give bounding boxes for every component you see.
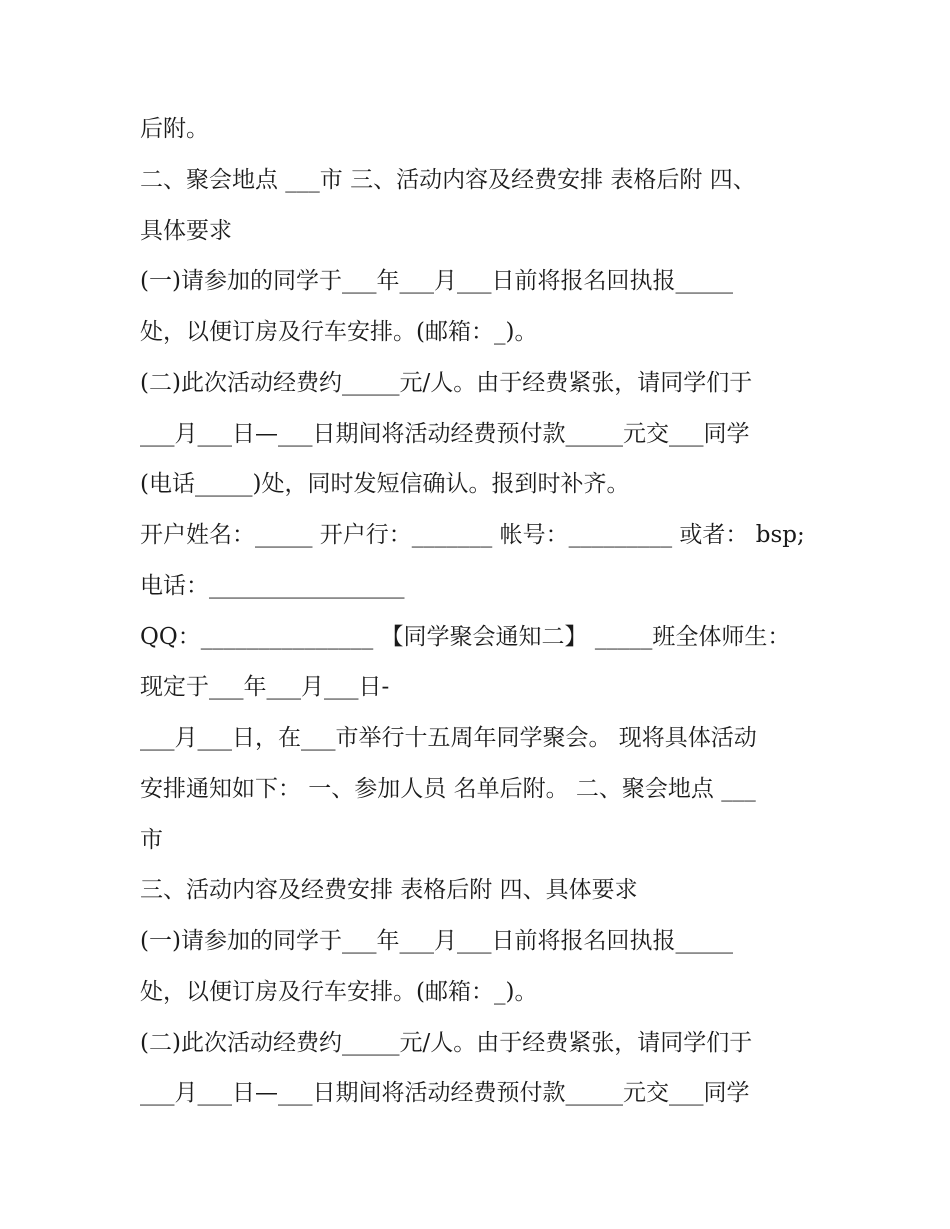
text-line: ___月___日，在___市举行十五周年同学聚会。 现将具体活动 xyxy=(140,725,757,751)
text-line: 处，以便订房及行车安排。(邮箱：_)。 xyxy=(140,978,538,1005)
text-line: 后附。 xyxy=(140,116,209,142)
text-line: 三、活动内容及经费安排 表格后附 四、具体要求 xyxy=(140,877,638,904)
text-line: 安排通知如下： 一、参加人员 名单后附。 二、聚会地点 ___ xyxy=(140,775,756,802)
text-line: (二)此次活动经费约_____元/人。由于经费紧张，请同学们于 xyxy=(140,369,753,396)
text-line: 电话：_________________ xyxy=(140,572,405,599)
document-body xyxy=(140,104,820,1119)
text-line: 现定于___年___月___日- xyxy=(140,674,390,701)
text-line: 处，以便订房及行车安排。(邮箱：_)。 xyxy=(140,319,538,345)
text-line: 市 xyxy=(140,826,163,853)
text-line: ___月___日—___日期间将活动经费预付款_____元交___同学 xyxy=(140,1080,750,1107)
text-line: QQ：_______________ 【同学聚会通知二】 _____班全体师生： xyxy=(140,623,791,650)
text-line: (二)此次活动经费约_____元/人。由于经费紧张，请同学们于 xyxy=(140,1029,753,1056)
text-line: 开户姓名：_____ 开户行：_______ 帐号：_________ 或者： bsp; xyxy=(140,522,805,548)
text-line: (一)请参加的同学于___年___月___日前将报名回执报_____ xyxy=(140,268,733,295)
text-line: (一)请参加的同学于___年___月___日前将报名回执报_____ xyxy=(140,928,733,954)
text-line: (电话_____)处，同时发短信确认。报到时补齐。 xyxy=(140,471,630,498)
text-line: 具体要求 xyxy=(140,217,232,244)
text-line: ___月___日—___日期间将活动经费预付款_____元交___同学 xyxy=(140,420,750,447)
text-line: 二、聚会地点 ___市 三、活动内容及经费安排 表格后附 四、 xyxy=(140,166,756,193)
